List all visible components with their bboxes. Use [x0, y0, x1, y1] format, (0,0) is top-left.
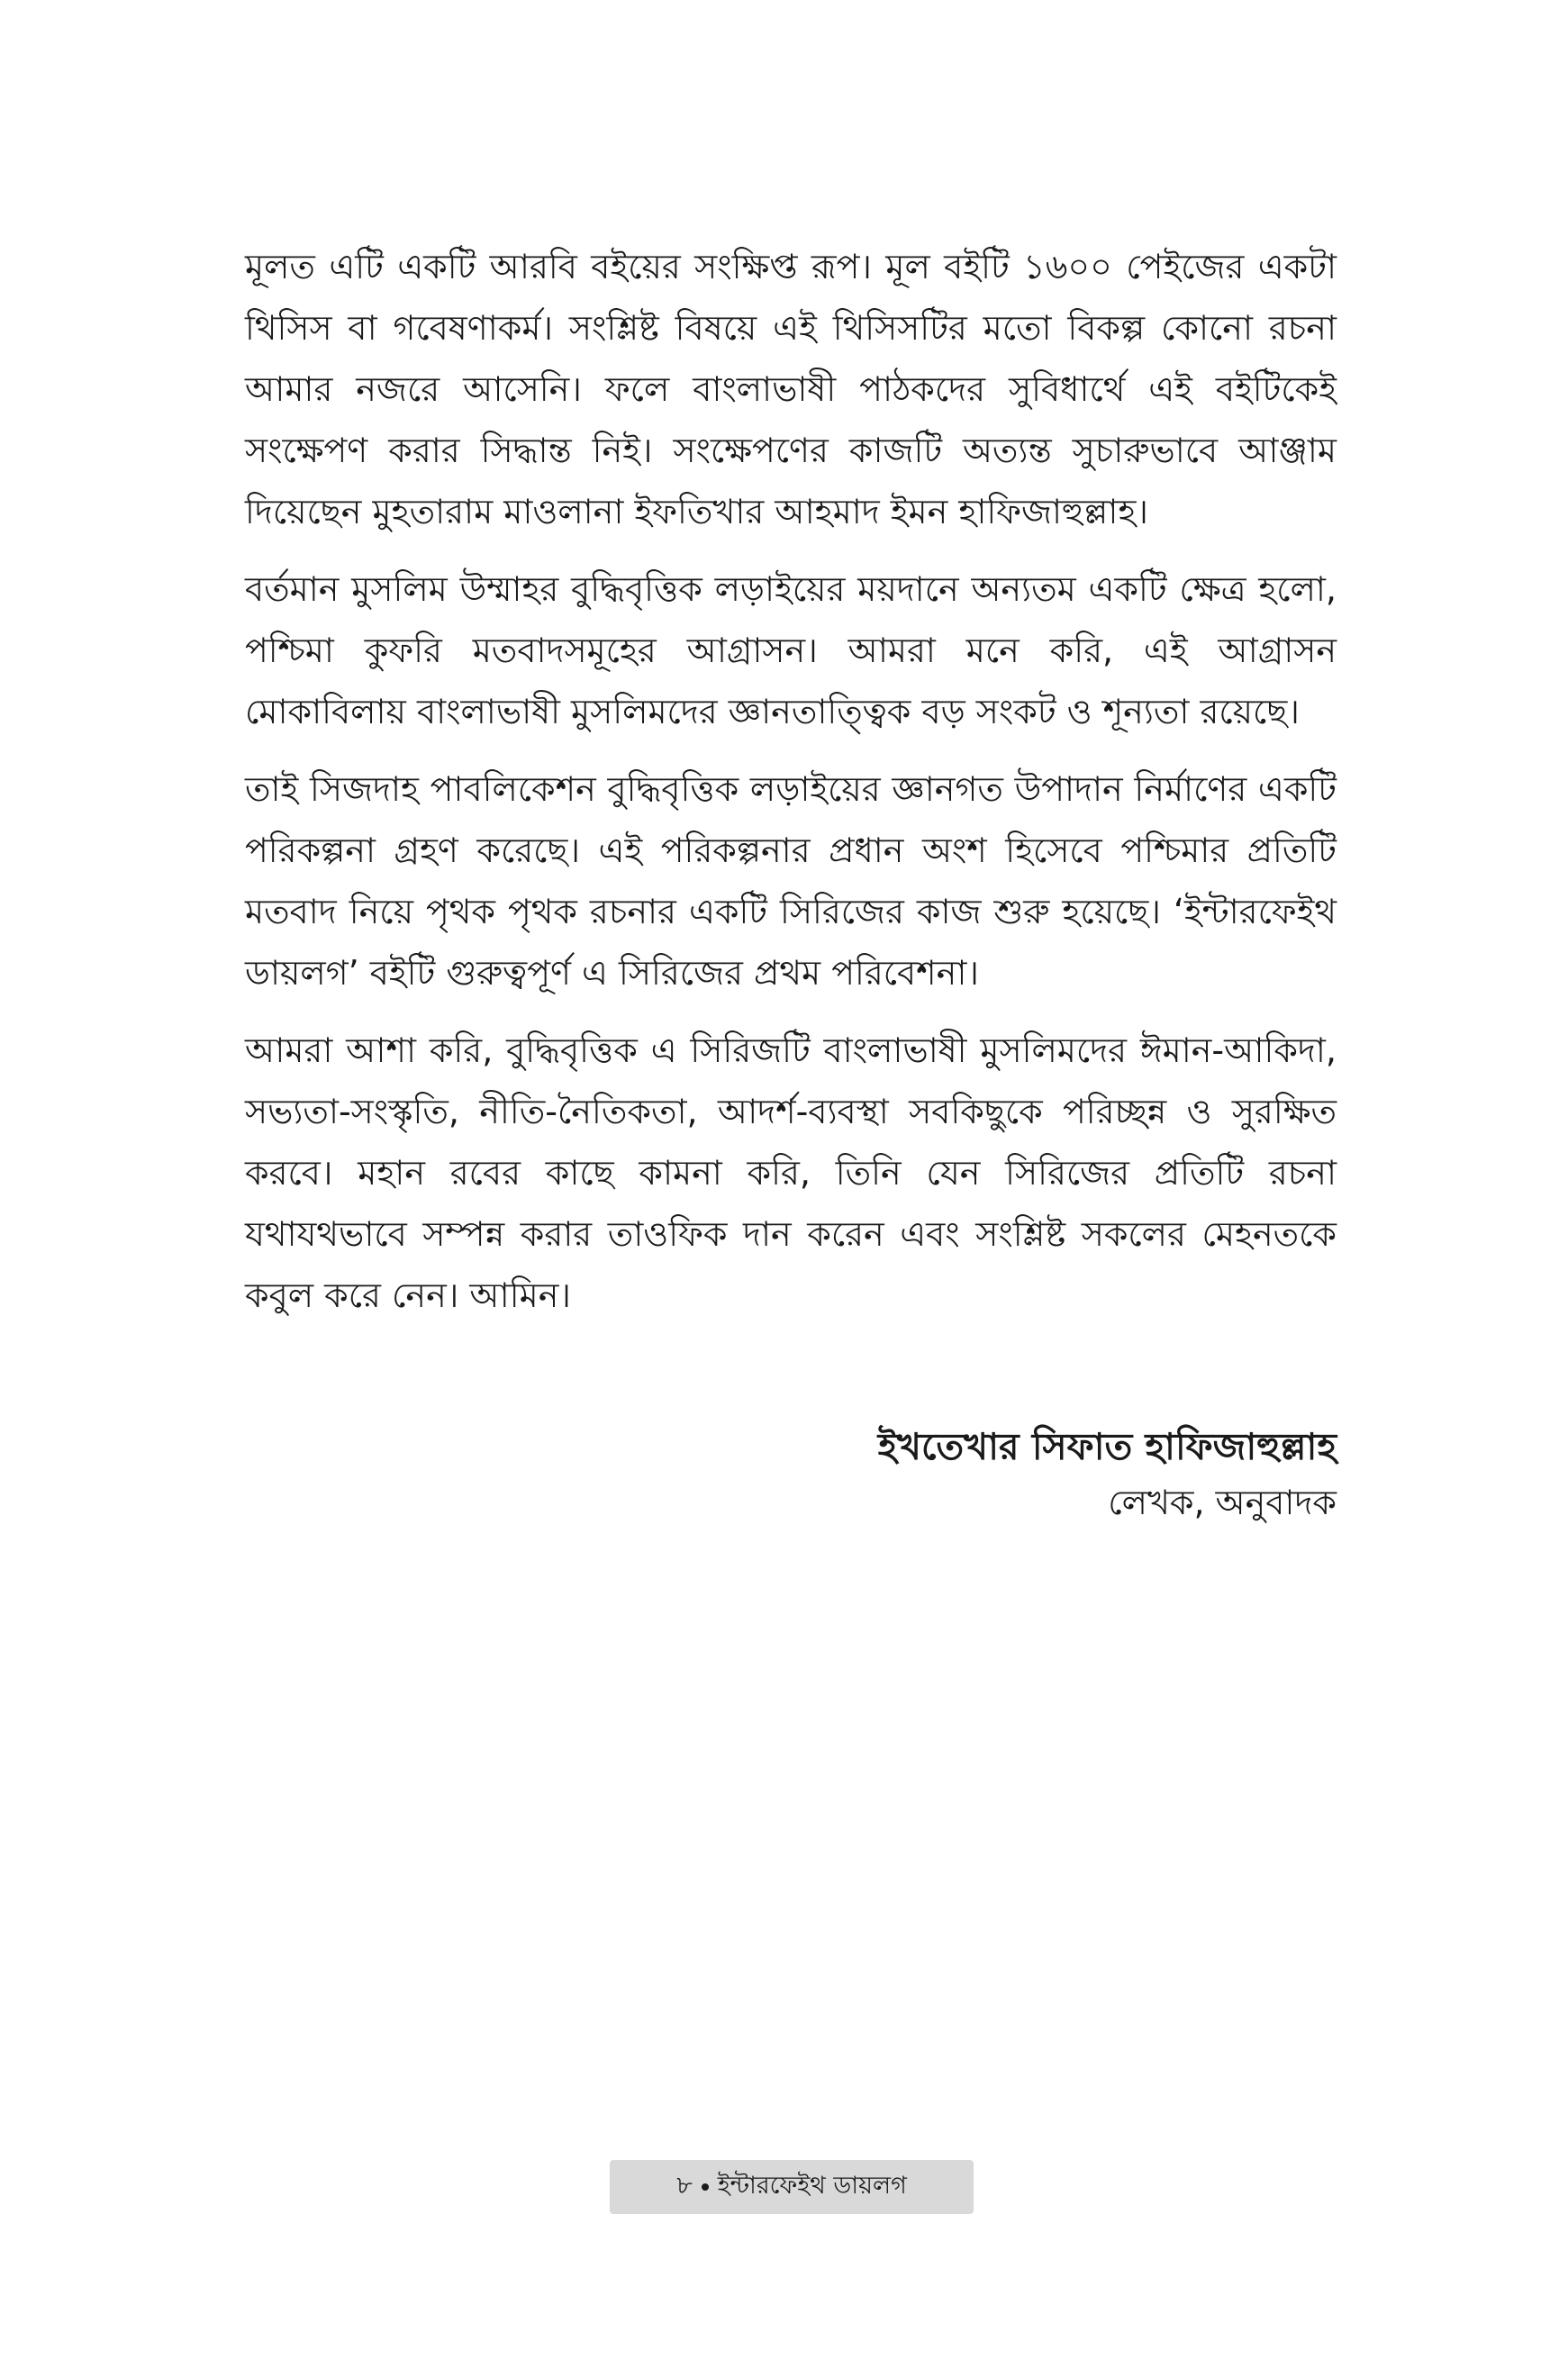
author-role: লেখক, অনুবাদক: [1108, 1483, 1337, 1522]
page-number: ৮: [676, 2171, 693, 2200]
body-text: [245, 236, 1337, 1342]
paragraph-2: বর্তমান মুসলিম উম্মাহর বুদ্ধিবৃত্তিক লড়াইয়ের ময়দানে অন্যতম একটি ক্ষেত্র হলো, পশ্চিমা কুফরি মতবাদসমূহের আগ্রাসন। আমরা মনে করি, এই আগ্রাসন মোকাবিলায় বাংলাভাষী মুসলিমদের জ্ঞানতাত্ত্বিক বড় সংকট ও শূন্যতা রয়েছে।: [245, 569, 1337, 731]
signature-block: [878, 1419, 1337, 1530]
footer-book-title: ইন্টারফেইথ ডায়লগ: [717, 2171, 907, 2200]
bullet-separator-icon: [702, 2183, 709, 2191]
paragraph-1: মূলত এটি একটি আরবি বইয়ের সংক্ষিপ্ত রূপ। মূল বইটি ১৬০০ পেইজের একটা থিসিস বা গবেষণাকর্ম। সংশ্লিষ্ট বিষয়ে এই থিসিসটির মতো বিকল্প কোনো রচনা আমার নজরে আসেনি। ফলে বাংলাভাষী পাঠকদের সুবিধার্থে এই বইটিকেই সংক্ষেপণ করার সিদ্ধান্ত নিই। সংক্ষেপণের কাজটি অত্যন্ত সুচারুভাবে আঞ্জাম দিয়েছেন মুহতারাম মাওলানা ইফতিখার আহমাদ ইমন হাফিজাহুল্লাহ।: [245, 247, 1337, 531]
page-footer: [610, 2160, 974, 2214]
paragraph-3: তাই সিজদাহ পাবলিকেশন বুদ্ধিবৃত্তিক লড়াইয়ের জ্ঞানগত উপাদান নির্মাণের একটি পরিকল্পনা গ্রহণ করেছে। এই পরিকল্পনার প্রধান অংশ হিসেবে পশ্চিমার প্রতিটি মতবাদ নিয়ে পৃথক পৃথক রচনার একটি সিরিজের কাজ শুরু হয়েছে। ‘ইন্টারফেইথ ডায়লগ’ বইটি গুরুত্বপূর্ণ এ সিরিজের প্রথম পরিবেশনা।: [245, 769, 1337, 993]
paragraph-4: আমরা আশা করি, বুদ্ধিবৃত্তিক এ সিরিজটি বাংলাভাষী মুসলিমদের ঈমান-আকিদা, সভ্যতা-সংস্কৃতি, নীতি-নৈতিকতা, আদর্শ-ব্যবস্থা সবকিছুকে পরিচ্ছন্ন ও সুরক্ষিত করবে। মহান রবের কাছে কামনা করি, তিনি যেন সিরিজের প্রতিটি রচনা যথাযথভাবে সম্পন্ন করার তাওফিক দান করেন এবং সংশ্লিষ্ট সকলের মেহনতকে কবুল করে নেন। আমিন।: [245, 1030, 1337, 1315]
author-name: ইখতেখার সিফাত হাফিজাহুল্লাহ: [877, 1425, 1337, 1468]
